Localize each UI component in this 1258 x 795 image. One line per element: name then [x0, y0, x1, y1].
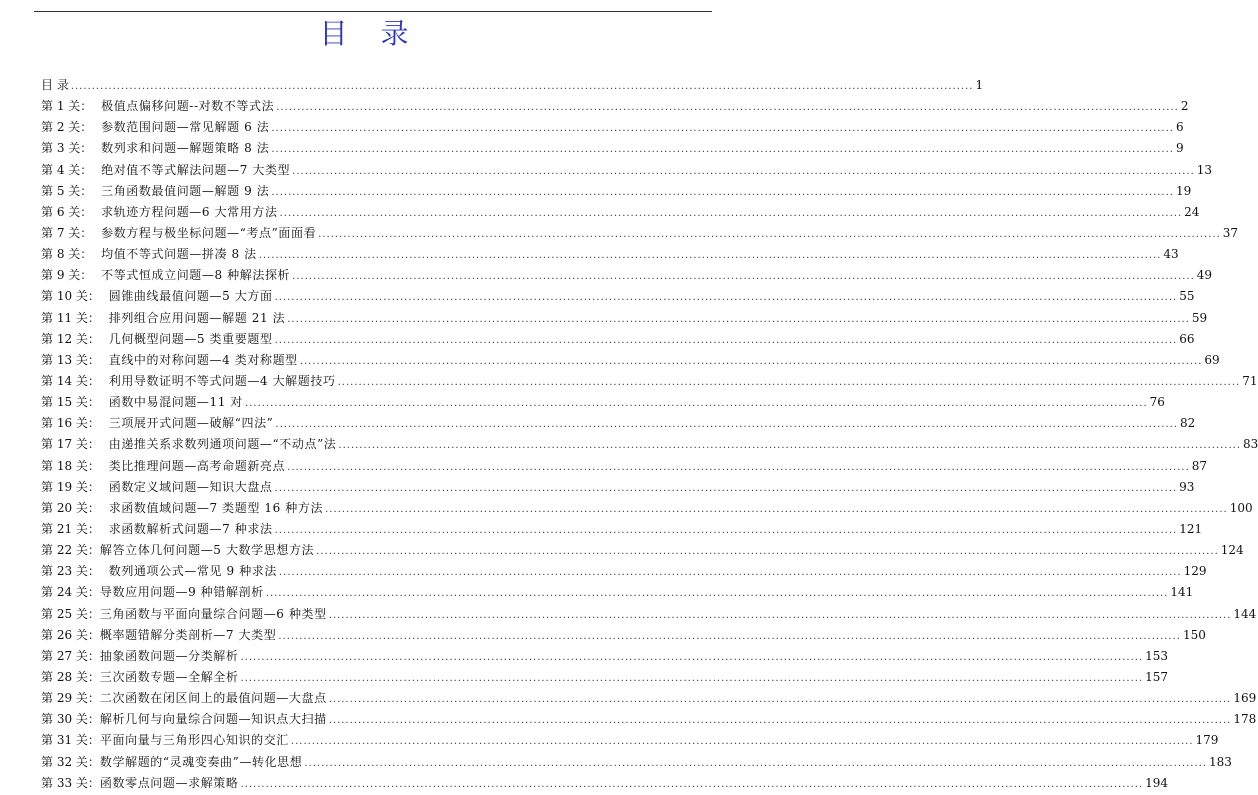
toc-topic-title: 导数应用问题—9 种错解剖析 — [99, 585, 264, 600]
toc-dot-leader — [300, 351, 1203, 372]
toc-topic-title: 平面向量与三角形四心知识的交汇 — [99, 733, 289, 748]
toc-chapter-label: 第 20 关： — [41, 500, 100, 515]
toc-chapter-label: 目 录 — [41, 78, 69, 92]
toc-dot-leader — [266, 583, 1169, 604]
toc-entry[interactable] — [41, 117, 1184, 138]
toc-topic-title: 二次函数在闭区间上的最值问题—大盘点 — [99, 691, 327, 706]
toc-page-number: 178 — [1233, 712, 1257, 727]
toc-dot-leader — [329, 710, 1232, 731]
toc-page-number: 43 — [1163, 247, 1179, 262]
toc-dot-leader — [275, 414, 1178, 435]
toc-page-number: 82 — [1180, 416, 1196, 431]
toc-topic-title: 抽象函数问题—分类解析 — [99, 648, 239, 663]
toc-page-number: 1 — [975, 78, 984, 92]
toc-dot-leader — [291, 731, 1194, 752]
toc-chapter-label: 第 4 关： — [41, 162, 93, 177]
toc-page-number: 55 — [1179, 289, 1195, 304]
toc-page-number: 59 — [1191, 310, 1208, 325]
toc-topic-title: 利用导数证明不等式问题—4 大解题技巧 — [99, 373, 336, 388]
toc-chapter-label: 第 18 关： — [41, 458, 100, 473]
toc-chapter-label: 第 10 关： — [41, 289, 100, 304]
toc-topic-title: 极值点偏移问题--对数不等式法 — [92, 99, 275, 114]
toc-chapter-label: 第 27 关： — [41, 648, 100, 663]
toc-page-number: 49 — [1196, 268, 1213, 283]
toc-dot-leader — [292, 161, 1195, 182]
toc-topic-title: 三角函数与平面向量综合问题—6 种类型 — [99, 606, 327, 621]
toc-entry[interactable] — [41, 477, 1195, 498]
toc-entry[interactable] — [41, 773, 1169, 794]
toc-topic-title: 三角函数最值问题—解题 9 法 — [92, 183, 270, 198]
toc-page-number: 13 — [1196, 162, 1213, 177]
toc-page-number: 37 — [1222, 225, 1239, 240]
toc-dot-leader — [329, 605, 1232, 626]
toc-page-number: 83 — [1243, 437, 1258, 452]
toc-topic-title: 三项展开式问题—破解“四法” — [99, 416, 274, 431]
toc-entry[interactable] — [41, 265, 1213, 286]
toc-chapter-label: 第 31 关： — [41, 733, 100, 748]
toc-topic-title: 几何概型问题—5 类重要题型 — [99, 331, 273, 346]
toc-chapter-label: 第 25 关： — [41, 606, 100, 621]
toc-dot-leader — [279, 562, 1182, 583]
toc-dot-leader — [271, 139, 1174, 160]
toc-topic-title: 数列求和问题—解题策略 8 法 — [92, 141, 270, 156]
toc-dot-leader — [276, 97, 1179, 118]
toc-page-number: 9 — [1175, 141, 1184, 156]
toc-entry[interactable] — [41, 561, 1207, 582]
toc-entry[interactable] — [41, 625, 1206, 646]
toc-chapter-label: 第 23 关： — [41, 564, 100, 579]
toc-page-number: 76 — [1149, 395, 1165, 410]
toc-dot-leader — [271, 182, 1174, 203]
toc-dot-leader — [278, 626, 1181, 647]
toc-chapter-label: 第 28 关： — [41, 669, 100, 684]
toc-topic-title: 数列通项公式—常见 9 种求法 — [99, 564, 277, 579]
toc-topic-title: 排列组合应用问题—解题 21 法 — [99, 310, 286, 325]
toc-page-number: 157 — [1145, 669, 1169, 684]
toc-entry[interactable] — [41, 371, 1258, 392]
toc-page-number: 100 — [1229, 500, 1253, 515]
toc-chapter-label: 第 14 关： — [41, 373, 100, 388]
toc-dot-leader — [275, 478, 1178, 499]
toc-entry[interactable] — [41, 286, 1195, 307]
toc-entry[interactable] — [41, 223, 1239, 244]
toc-topic-title: 圆锥曲线最值问题—5 大方面 — [99, 289, 273, 304]
toc-chapter-label: 第 15 关： — [41, 395, 100, 410]
toc-chapter-label: 第 12 关： — [41, 331, 100, 346]
toc-entry[interactable] — [41, 392, 1165, 413]
toc-chapter-label: 第 24 关： — [41, 585, 100, 600]
toc-dot-leader — [259, 245, 1162, 266]
toc-topic-title: 直线中的对称问题—4 类对称题型 — [99, 352, 298, 367]
toc-topic-title: 类比推理问题—高考命题新亮点 — [99, 458, 286, 473]
toc-topic-title: 数学解题的“灵魂变奏曲”—转化思想 — [99, 754, 303, 769]
toc-entry[interactable] — [41, 688, 1257, 709]
toc-entry[interactable] — [41, 646, 1169, 667]
toc-topic-title: 绝对值不等式解法问题—7 大类型 — [92, 162, 291, 177]
toc-chapter-label: 第 9 关： — [41, 268, 93, 283]
toc-dot-leader — [71, 76, 974, 97]
toc-page-number: 24 — [1184, 204, 1200, 219]
toc-entry[interactable] — [41, 413, 1196, 434]
toc-entry[interactable] — [41, 582, 1194, 603]
toc-chapter-label: 第 6 关： — [41, 204, 93, 219]
toc-dot-leader — [275, 520, 1178, 541]
toc-chapter-label: 第 8 关： — [41, 247, 93, 262]
toc-chapter-label: 第 1 关： — [41, 99, 93, 114]
toc-entry[interactable] — [41, 434, 1258, 455]
toc-chapter-label: 第 7 关： — [41, 225, 93, 240]
toc-dot-leader — [241, 668, 1144, 689]
toc-page-number: 121 — [1179, 521, 1203, 536]
toc-chapter-label: 第 22 关： — [41, 543, 100, 558]
toc-page-number: 141 — [1170, 585, 1194, 600]
toc-dot-leader — [316, 541, 1219, 562]
toc-entry[interactable] — [41, 160, 1213, 181]
toc-dot-leader — [271, 118, 1174, 139]
toc-page-number: 87 — [1191, 458, 1208, 473]
toc-topic-title: 求函数值域问题—7 类题型 16 种方法 — [99, 500, 324, 515]
toc-entry[interactable] — [41, 540, 1244, 561]
toc-page-number: 2 — [1180, 99, 1189, 114]
toc-page-number: 69 — [1204, 352, 1220, 367]
toc-topic-title: 参数范围问题—常见解题 6 法 — [92, 120, 270, 135]
toc-entry[interactable] — [41, 96, 1189, 117]
toc-page-number: 144 — [1233, 606, 1257, 621]
toc-dot-leader — [325, 499, 1228, 520]
toc-entry[interactable] — [41, 202, 1200, 223]
toc-chapter-label: 第 16 关： — [41, 416, 100, 431]
toc-dot-leader — [241, 647, 1144, 668]
toc-dot-leader — [318, 224, 1221, 245]
toc-chapter-label: 第 3 关： — [41, 141, 93, 156]
toc-page-number: 179 — [1195, 733, 1219, 748]
toc-page-number: 153 — [1145, 648, 1169, 663]
toc-dot-leader — [292, 266, 1195, 287]
toc-entry[interactable] — [41, 709, 1257, 730]
toc-chapter-label: 第 2 关： — [41, 120, 93, 135]
toc-entry[interactable] — [41, 181, 1192, 202]
toc-topic-title: 均值不等式问题—拼凑 8 法 — [92, 247, 257, 262]
toc-page-number: 194 — [1145, 775, 1169, 790]
toc-entry[interactable] — [41, 308, 1208, 329]
toc-entry[interactable] — [41, 244, 1179, 265]
toc-topic-title: 求函数解析式问题—7 种求法 — [99, 521, 273, 536]
toc-dot-leader — [275, 287, 1178, 308]
page-title: 目 录 — [319, 17, 421, 50]
toc-topic-title: 解答立体几何问题—5 大数学思想方法 — [99, 543, 315, 558]
toc-topic-title: 求轨迹方程问题—6 大常用方法 — [92, 204, 278, 219]
toc-chapter-label: 第 19 关： — [41, 479, 100, 494]
toc-page-number: 169 — [1233, 691, 1257, 706]
toc-dot-leader — [329, 689, 1232, 710]
toc-dot-leader — [287, 309, 1190, 330]
header-rule — [34, 11, 712, 12]
toc-page-number: 129 — [1183, 564, 1207, 579]
toc-topic-title: 三次函数专题—全解全析 — [99, 669, 239, 684]
toc-chapter-label: 第 13 关： — [41, 352, 100, 367]
toc-chapter-label: 第 30 关： — [41, 712, 100, 727]
toc-dot-leader — [280, 203, 1183, 224]
toc-chapter-label: 第 17 关： — [41, 437, 100, 452]
toc-page-number: 71 — [1242, 373, 1258, 388]
table-of-contents — [41, 75, 1258, 794]
toc-entry[interactable] — [41, 604, 1257, 625]
toc-chapter-label: 第 11 关： — [41, 310, 100, 325]
toc-dot-leader — [245, 393, 1148, 414]
toc-page-number: 6 — [1175, 120, 1184, 135]
toc-dot-leader — [287, 457, 1190, 478]
toc-topic-title: 函数中易混问题—11 对 — [99, 395, 244, 410]
toc-dot-leader — [275, 330, 1178, 351]
toc-entry[interactable] — [41, 456, 1208, 477]
toc-topic-title: 函数零点问题—求解策略 — [99, 775, 239, 790]
toc-entry[interactable] — [41, 498, 1253, 519]
toc-entry[interactable] — [41, 75, 984, 96]
toc-entry[interactable] — [41, 350, 1220, 371]
toc-page-number: 66 — [1179, 331, 1195, 346]
toc-dot-leader — [338, 372, 1241, 393]
toc-dot-leader — [338, 435, 1241, 456]
toc-entry[interactable] — [41, 667, 1169, 688]
toc-chapter-label: 第 29 关： — [41, 691, 100, 706]
toc-chapter-label: 第 33 关： — [41, 775, 100, 790]
toc-page-number: 150 — [1182, 627, 1206, 642]
toc-entry[interactable] — [41, 752, 1232, 773]
toc-dot-leader — [304, 753, 1207, 774]
toc-topic-title: 概率题错解分类剖析—7 大类型 — [99, 627, 277, 642]
toc-topic-title: 参数方程与极坐标问题—“考点”面面看 — [92, 225, 317, 240]
toc-chapter-label: 第 5 关： — [41, 183, 93, 198]
toc-topic-title: 由递推关系求数列通项问题—“不动点”法 — [99, 437, 337, 452]
toc-entry[interactable] — [41, 730, 1219, 751]
toc-topic-title: 函数定义域问题—知识大盘点 — [99, 479, 273, 494]
toc-topic-title: 解析几何与向量综合问题—知识点大扫描 — [99, 712, 327, 727]
toc-page-number: 19 — [1175, 183, 1192, 198]
toc-entry[interactable] — [41, 138, 1184, 159]
toc-topic-title: 不等式恒成立问题—8 种解法探析 — [92, 268, 291, 283]
toc-entry[interactable] — [41, 329, 1195, 350]
toc-chapter-label: 第 21 关： — [41, 521, 100, 536]
toc-dot-leader — [241, 774, 1144, 795]
toc-chapter-label: 第 26 关： — [41, 627, 100, 642]
toc-page-number: 124 — [1220, 543, 1244, 558]
toc-page-number: 183 — [1209, 754, 1232, 769]
toc-page-number: 93 — [1179, 479, 1195, 494]
toc-chapter-label: 第 32 关： — [41, 754, 100, 769]
toc-entry[interactable] — [41, 519, 1203, 540]
